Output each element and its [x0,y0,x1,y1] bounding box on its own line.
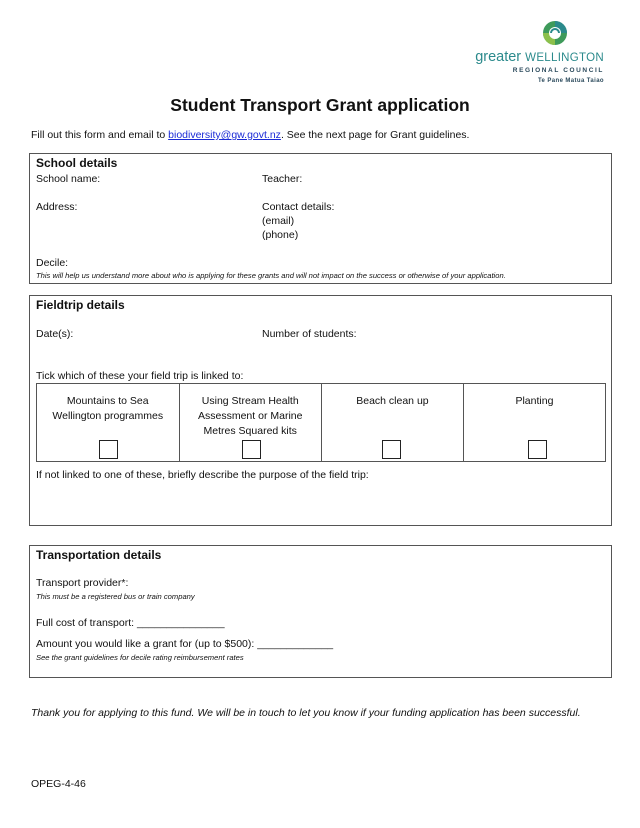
transportation-details-heading: Transportation details [36,548,162,562]
contact-details-label: Contact details: [262,201,335,213]
intro-text [31,129,469,141]
not-linked-label: If not linked to one of these, briefly describe the purpose of the field trip: [36,469,369,481]
greater-wellington-logo-icon [542,20,568,46]
document-code: OPEG-4-46 [31,778,86,790]
option-1-line1: Mountains to Sea [66,395,149,407]
checkbox-stream-health[interactable] [242,440,261,459]
grant-amount-label: Amount you would like a grant for (up to $500): _____________ [36,638,334,650]
decile-label: Decile: [36,257,69,269]
transport-provider-label: Transport provider*: [36,577,129,589]
fieldtrip-details-section [29,295,612,526]
school-name-label: School name: [36,173,101,185]
checkbox-planting[interactable] [528,440,547,459]
logo-wordmark [475,49,604,65]
intro-before: Fill out this form and email to [31,129,169,141]
dates-label: Date(s): [36,328,74,340]
full-cost-label: Full cost of transport: _______________ [36,617,225,629]
transportation-details-section [29,545,612,678]
option-4-line1: Planting [515,395,554,407]
number-of-students-label: Number of students: [262,328,357,340]
grant-amount-note: See the grant guidelines for decile rating reimbursement rates [36,653,244,662]
logo-subtitle: REGIONAL COUNCIL [512,67,604,74]
fieldtrip-link-table [36,383,606,462]
checkbox-beach-clean-up[interactable] [382,440,401,459]
option-beach-clean-up [321,384,463,462]
school-details-heading: School details [36,156,118,170]
option-mountains-to-sea [37,384,180,462]
address-label: Address: [36,201,78,213]
teacher-label: Teacher: [262,173,303,185]
logo-word-greater: greater [475,49,522,65]
school-details-section [29,153,612,284]
decile-note: This will help us understand more about who is applying for these grants and will not impact on the success or otherwise of your application. [36,271,506,280]
option-3-line1: Beach clean up [356,395,429,407]
intro-after: . See the next page for Grant guidelines. [280,129,470,141]
checkbox-mountains-to-sea[interactable] [99,440,118,459]
contact-phone-label: (phone) [262,229,299,241]
logo-maori-name: Te Pane Matua Taiao [537,78,604,84]
logo-word-wellington: WELLINGTON [525,52,604,64]
tick-prompt: Tick which of these your field trip is linked to: [36,370,244,382]
option-stream-health [179,384,321,462]
page-title: Student Transport Grant application [170,95,470,115]
fieldtrip-details-heading: Fieldtrip details [36,298,125,312]
thank-you-text: Thank you for applying to this fund. We will be in touch to let you know if your funding application has been successful. [31,707,581,719]
contact-email-label: (email) [262,215,295,227]
option-2-line3: Metres Squared kits [203,425,297,437]
option-planting [463,384,605,462]
option-1-line2: Wellington programmes [52,410,164,422]
option-2-line1: Using Stream Health [201,395,299,407]
transport-provider-note: This must be a registered bus or train company [36,592,195,601]
email-link[interactable]: biodiversity@gw.govt.nz [168,129,281,141]
option-2-line2: Assessment or Marine [198,410,303,422]
